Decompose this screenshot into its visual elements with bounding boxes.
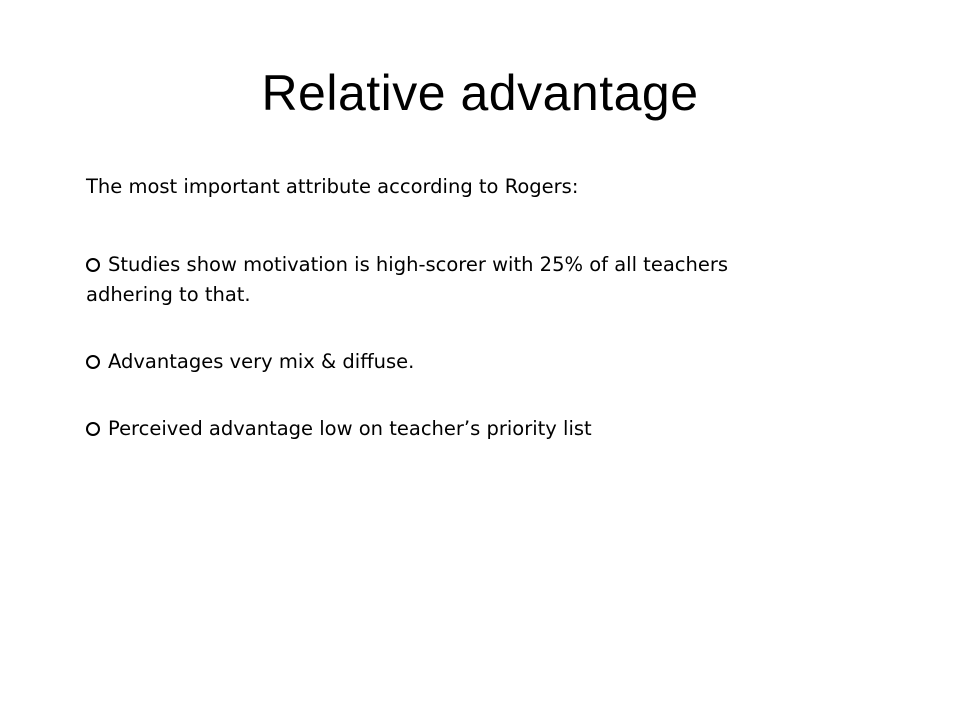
bullet-text: Studies show motivation is high-scorer with 25% of all teachers adhering to that.	[86, 253, 729, 306]
slide-body	[86, 172, 806, 444]
bullet-text: Perceived advantage low on teacher’s priority list	[108, 417, 592, 440]
circle-bullet-icon	[86, 355, 100, 369]
slide-title: Relative advantage	[261, 65, 699, 121]
intro-text: The most important attribute according to Rogers:	[86, 175, 579, 198]
circle-bullet-icon	[86, 258, 100, 272]
bullet-item	[86, 347, 806, 377]
bullet-text: Advantages very mix & diffuse.	[108, 350, 415, 373]
circle-bullet-icon	[86, 422, 100, 436]
bullet-item	[86, 414, 806, 444]
bullet-item	[86, 250, 806, 310]
